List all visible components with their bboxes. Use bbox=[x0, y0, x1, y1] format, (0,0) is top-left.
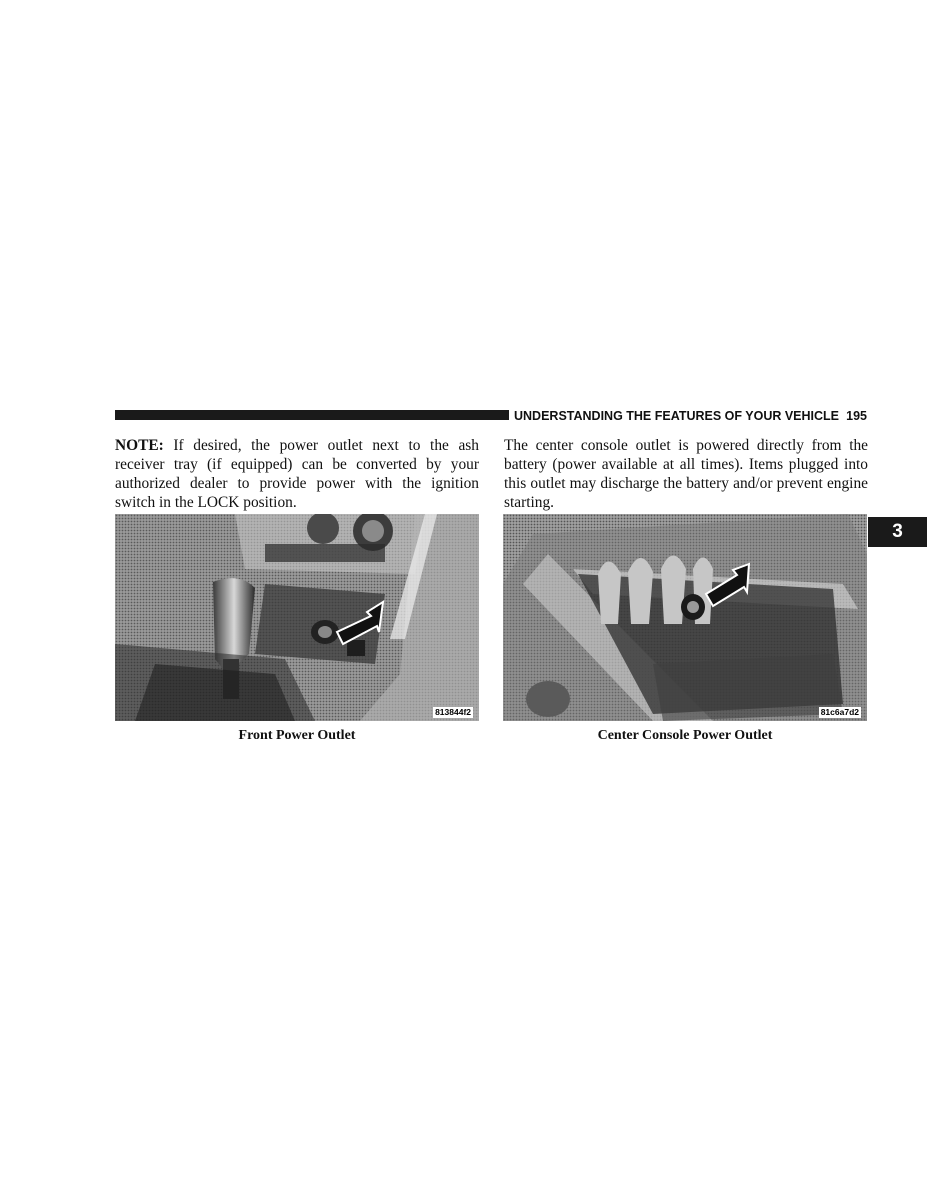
figure-caption: Center Console Power Outlet bbox=[597, 728, 773, 743]
figure-code: 81c6a7d2 bbox=[820, 707, 859, 717]
figure-caption: Front Power Outlet bbox=[238, 728, 356, 743]
page-number: 195 bbox=[846, 409, 867, 423]
console-outlet-paragraph: The center console outlet is powered directly from the battery (power available at all times). Items plugged into this outlet may discharge the battery and/or prevent engine starting. bbox=[504, 437, 868, 511]
header-title: UNDERSTANDING THE FEATURES OF YOUR VEHICLE bbox=[514, 409, 840, 423]
figure-code: 813844f2 bbox=[435, 707, 471, 717]
center-console-outlet-photo bbox=[503, 514, 867, 721]
running-header bbox=[514, 407, 867, 425]
chapter-tab: 3 bbox=[868, 517, 927, 547]
front-power-outlet-photo bbox=[115, 514, 479, 721]
note-label: NOTE: bbox=[115, 437, 164, 454]
note-text: If desired, the power outlet next to the ash receiver tray (if equipped) can be converted by your authorized dealer to provide power with the ignition switch in the LOCK position. bbox=[115, 437, 479, 511]
header-rule bbox=[115, 410, 509, 420]
note-paragraph bbox=[115, 436, 479, 512]
